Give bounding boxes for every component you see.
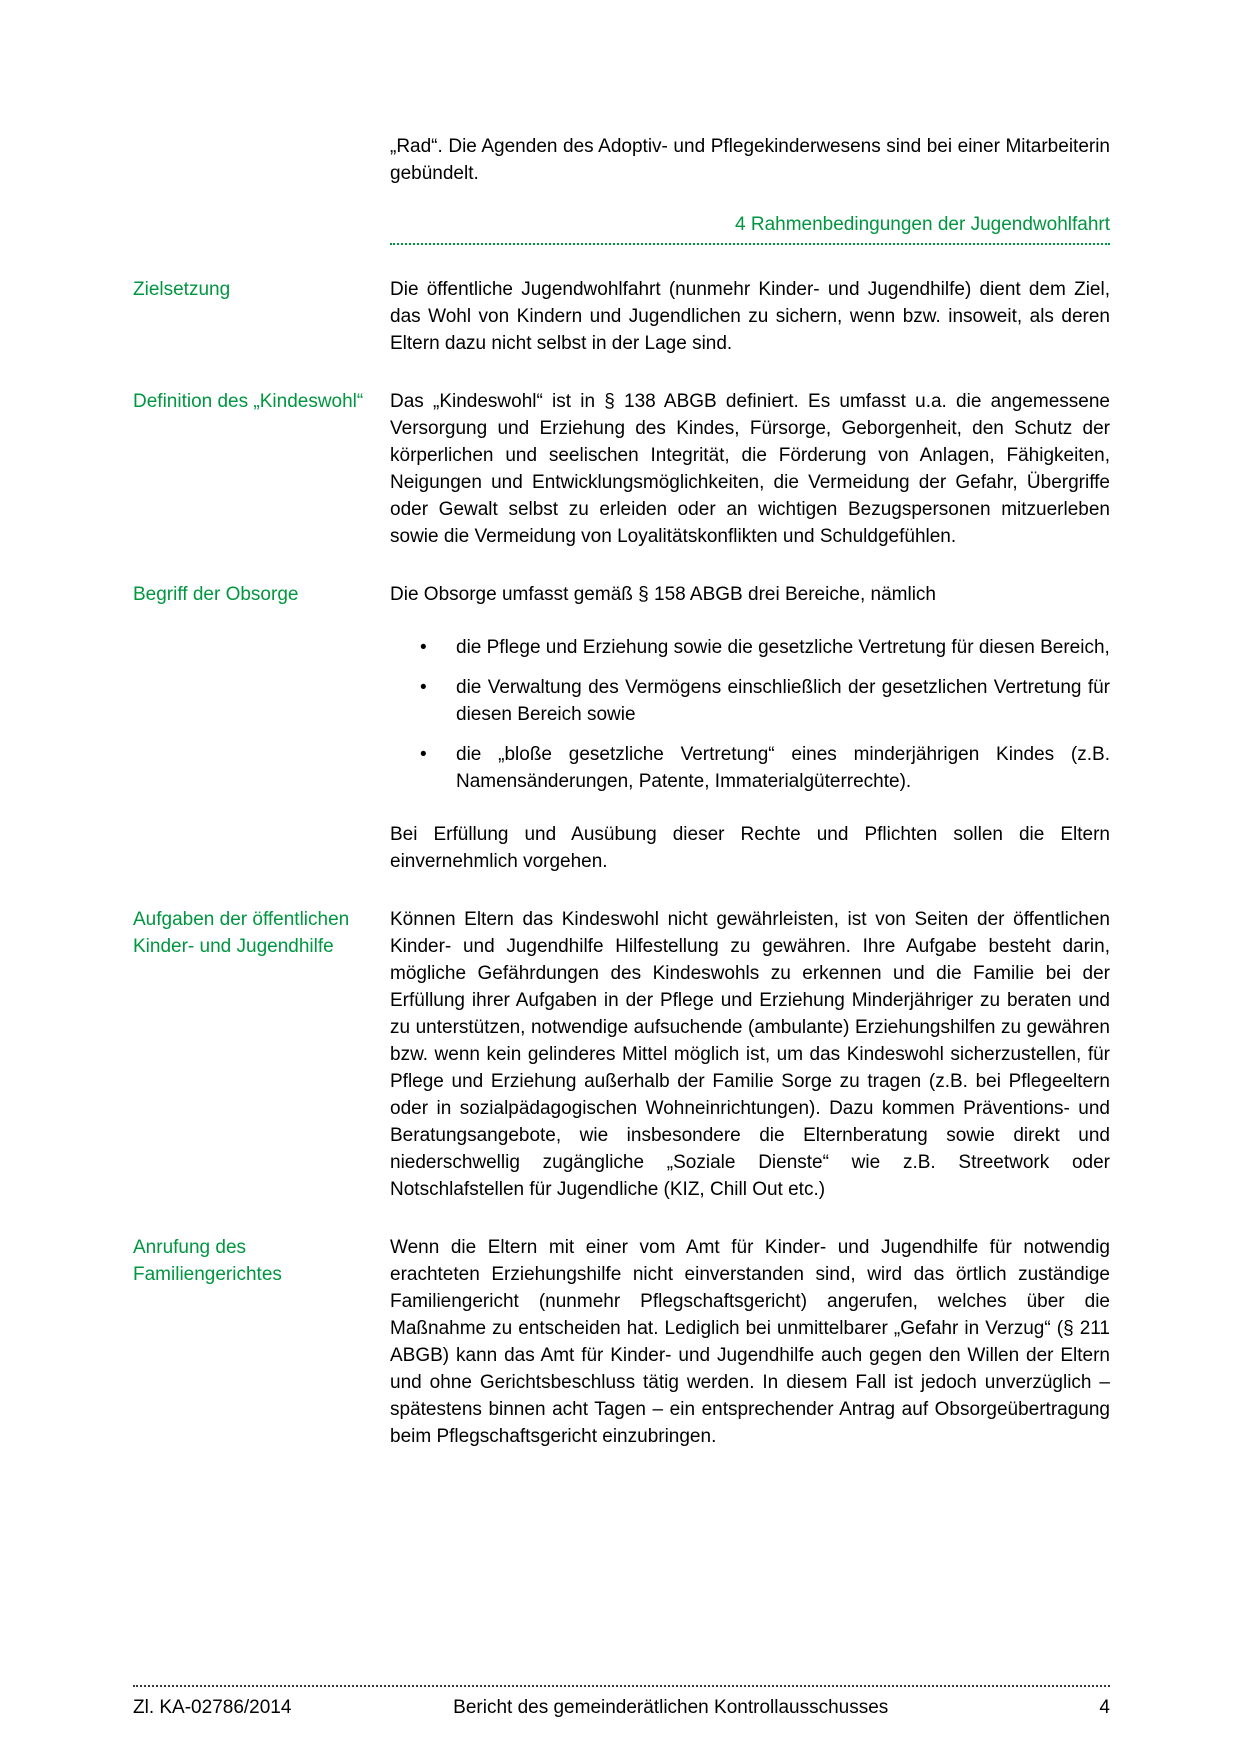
section-text-col (390, 581, 1110, 875)
section-text-col (390, 388, 1110, 550)
section-anrufung-familiengericht (133, 1234, 1110, 1450)
intro-row (133, 133, 1110, 187)
section-paragraph: Wenn die Eltern mit einer vom Amt für Kinder- und Jugendhilfe für notwendig erachteten Erziehungshilfe nicht einverstanden sind, wird das örtlich zuständige Familiengericht (nunmehr Pflegschaftsgericht) angerufen, welches über die Maßnahme zu entscheiden hat. Lediglich bei unmittelbarer „Gefahr in Verzug“ (§ 211 ABGB) kann das Amt für Kinder- und Jugendhilfe auch gegen den Willen der Eltern und ohne Gerichtsbeschluss tätig werden. In diesem Fall ist jedoch unverzüglich – spätestens binnen acht Tagen – ein entsprechender Antrag auf Obsorgeübertragung beim Pflegschaftsgericht einzubringen. (390, 1237, 1110, 1447)
chapter-heading: 4 Rahmenbedingungen der Jugendwohlfahrt (735, 214, 1110, 235)
section-begriff-der-obsorge (133, 581, 1110, 875)
page-content (133, 133, 1110, 1481)
bullet-text: die „bloße gesetzliche Vertretung“ eines minderjährigen Kindes (z.B. Namensänderungen, Patente, Immaterialgüterrechte). (456, 744, 1110, 792)
heading-label-spacer (133, 211, 390, 245)
footer-document-title: Bericht des gemeinderätlichen Kontrollausschusses (453, 1697, 889, 1718)
heading-row (133, 211, 1110, 245)
section-paragraph: Das „Kindeswohl“ ist in § 138 ABGB definiert. Es umfasst u.a. die angemessene Versorgung und Erziehung des Kindes, Fürsorge, Geborgenheit, den Schutz der körperlichen und seelischen Integrität, die Förderung von Anlagen, Fähigkeiten, Neigungen und Entwicklungsmöglichkeiten, die Vermeidung der Gefahr, Übergriffe oder Gewalt selbst zu erleiden oder an wichtigen Bezugspersonen mitzuerleben sowie die Vermeidung von Loyalitätskonflikten und Schuldgefühlen. (390, 391, 1110, 547)
section-paragraph: Können Eltern das Kindeswohl nicht gewährleisten, ist von Seiten der öffentlichen Kinder- und Jugendhilfe Hilfestellung zu gewähren. Ihre Aufgabe besteht darin, mögliche Gefährdungen des Kindeswohls zu erkennen und die Familie bei der Erfüllung ihrer Aufgaben in der Pflege und Erziehung Minderjähriger zu beraten und zu unterstützen, notwendige aufsuchende (ambulante) Erziehungshilfen zu gewähren bzw. wenn kein gelinderes Mittel möglich ist, um das Kindeswohl sicherzustellen, für Pflege und Erziehung außerhalb der Familie Sorge zu tragen (z.B. bei Pflegeeltern oder in sozialpädagogischen Wohneinrichtungen). Dazu kommen Präventions- und Beratungsangebote, wie insbesondere die Elternberatung sowie direkt und niederschwellig zugängliche „Soziale Dienste“ wie z.B. Streetwork oder Notschlafstellen für Jugendliche (KIZ, Chill Out etc.) (390, 909, 1110, 1200)
section-definition-kindeswohl (133, 388, 1110, 550)
section-text-col (390, 276, 1110, 357)
intro-label-spacer (133, 133, 390, 187)
list-item (390, 741, 1110, 795)
list-item (390, 674, 1110, 728)
footer-reference-number: Zl. KA-02786/2014 (133, 1697, 292, 1718)
intro-text-col (390, 133, 1110, 187)
list-item (390, 634, 1110, 661)
section-text-col (390, 906, 1110, 1203)
section-label: Definition des „Kindeswohl“ (133, 391, 364, 412)
section-text-col (390, 1234, 1110, 1450)
section-paragraph: Bei Erfüllung und Ausübung dieser Rechte und Pflichten sollen die Eltern einvernehmlich vorgehen. (390, 824, 1110, 872)
section-paragraph: Die Obsorge umfasst gemäß § 158 ABGB drei Bereiche, nämlich (390, 584, 936, 605)
bullet-text: die Verwaltung des Vermögens einschließlich der gesetzlichen Vertretung für diesen Bereich sowie (456, 677, 1110, 725)
section-paragraph: Die öffentliche Jugendwohlfahrt (nunmehr Kinder- und Jugendhilfe) dient dem Ziel, das Wohl von Kindern und Jugendlichen zu sichern, wenn bzw. insoweit, als deren Eltern dazu nicht selbst in der Lage sind. (390, 279, 1110, 354)
section-label: Anrufung des Familiengerichtes (133, 1237, 282, 1285)
heading-dotted-rule (390, 211, 1110, 245)
footer-page-number: 4 (1099, 1697, 1110, 1718)
bullet-icon: • (420, 744, 427, 765)
section-aufgaben-kinder-jugendhilfe (133, 906, 1110, 1203)
section-zielsetzung (133, 276, 1110, 357)
page-footer (133, 1685, 1110, 1720)
bullet-icon: • (420, 677, 427, 698)
bullet-icon: • (420, 637, 427, 658)
section-label: Aufgaben der öffentlichen Kinder- und Jugendhilfe (133, 909, 350, 957)
bullet-text: die Pflege und Erziehung sowie die gesetzliche Vertretung für diesen Bereich, (456, 637, 1110, 658)
section-label: Zielsetzung (133, 279, 231, 300)
intro-paragraph: „Rad“. Die Agenden des Adoptiv- und Pflegekinderwesens sind bei einer Mitarbeiterin gebündelt. (390, 136, 1110, 184)
section-label: Begriff der Obsorge (133, 584, 299, 605)
obsorge-bullet-list (390, 634, 1110, 795)
